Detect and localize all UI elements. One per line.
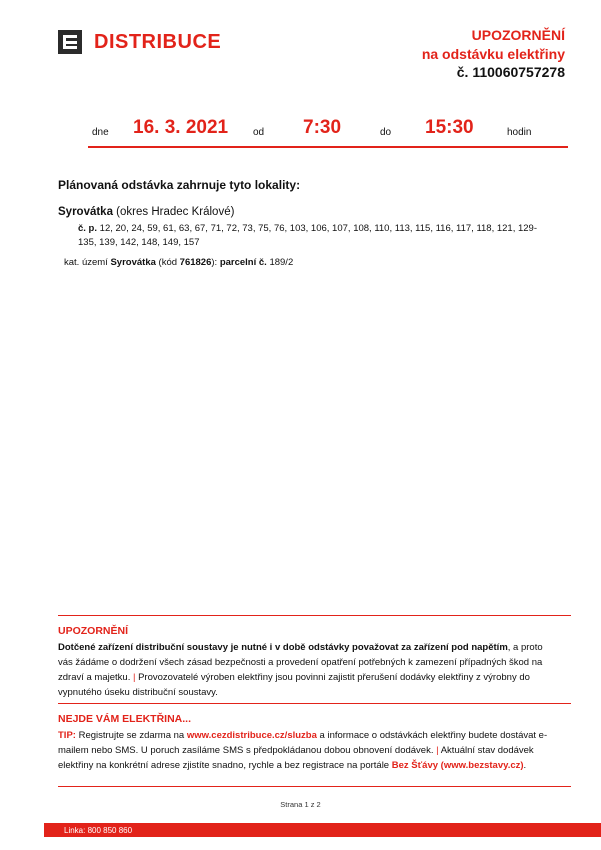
notice-number: č. 110060757278 <box>456 64 565 80</box>
cadastre-code-suffix: ): <box>211 257 220 268</box>
portal-name: Bez Šťávy <box>391 760 439 771</box>
portal-link[interactable]: (www.bezstavy.cz) <box>440 760 524 771</box>
tip-separator: | <box>433 745 441 756</box>
footer-divider <box>58 786 571 787</box>
schedule-divider <box>88 146 568 148</box>
tip-text <box>58 728 558 773</box>
cadastre-area: Syrovátka <box>110 257 156 268</box>
to-time: 15:30 <box>425 117 474 138</box>
warning-text <box>58 640 558 700</box>
from-label: od <box>253 127 265 138</box>
warning-title: UPOZORNĚNÍ <box>58 625 129 637</box>
date-label: dne <box>92 127 109 138</box>
tip-divider <box>58 703 571 704</box>
title-line-1: UPOZORNĚNÍ <box>471 27 565 43</box>
locality-district: (okres Hradec Králové) <box>112 206 235 218</box>
tip-text-2: a informace o odstávkách elektřiny budete dostávat e-mailem nebo SMS. U poruch zasíláme SMS s předpokládanou dobou obnovení dodávek. <box>58 730 548 756</box>
warning-text-2: Provozovatelé výroben elektřiny jsou povinni zajistit přerušení dodávky elektřiny z výrobny do vypnutého úseku distribuční soustavy. <box>58 672 530 698</box>
localities-heading: Plánovaná odstávka zahrnuje tyto lokality: <box>58 178 301 192</box>
locality-name: Syrovátka <box>58 206 113 218</box>
house-numbers-label: č. p. <box>78 223 98 234</box>
house-numbers-list: 12, 20, 24, 59, 61, 63, 67, 71, 72, 73, 75, 76, 103, 106, 107, 108, 110, 113, 115, 116, 117, 118, 121, 129-135, 139, 142, 148, 149, 157 <box>78 223 538 248</box>
footer-hotline: Linka: 800 850 860 <box>64 826 133 835</box>
notice-title <box>422 26 565 82</box>
warning-text-1: , a proto vás žádáme o dodržení všech zásad bezpečnosti a provedení opatření potřebných k zamezení případných škod na zdraví a majetku. <box>58 642 543 683</box>
tip-text-3: Aktuální stav dodávek elektřiny na konkrétní adrese zjistíte snadno, rychle a bez registrace na portále <box>58 745 534 771</box>
locality <box>58 206 234 218</box>
cadastre-info <box>64 257 293 268</box>
cadastre-code: 761826 <box>179 257 212 268</box>
from-time: 7:30 <box>303 117 342 138</box>
tip-title: NEJDE VÁM ELEKTŘINA... <box>58 713 192 725</box>
outage-date: 16. 3. 2021 <box>133 117 229 138</box>
cadastre-code-prefix: (kód <box>155 257 180 268</box>
tip-text-1: Registrujte se zdarma na <box>75 730 187 741</box>
tip-label: TIP: <box>58 730 76 741</box>
warning-bold-text: Dotčené zařízení distribuční soustavy je nutné i v době odstávky považovat za zařízení pod napětím <box>58 642 508 653</box>
hours-label: hodin <box>507 127 532 138</box>
house-numbers <box>78 222 548 250</box>
warning-divider <box>58 615 571 616</box>
page-number: Strana 1 z 2 <box>280 800 321 809</box>
parcel-number: 189/2 <box>266 257 294 268</box>
to-label: do <box>380 127 392 138</box>
parcel-label: parcelní č. <box>219 257 267 268</box>
tip-end: . <box>523 760 527 771</box>
title-line-2: na odstávku elektřiny <box>421 45 565 62</box>
cez-logo-icon <box>58 30 82 54</box>
brand-name: DISTRIBUCE <box>94 31 222 53</box>
warning-separator: | <box>130 672 139 683</box>
cadastre-prefix: kat. území <box>64 257 111 268</box>
service-link[interactable]: www.cezdistribuce.cz/sluzba <box>186 730 317 741</box>
